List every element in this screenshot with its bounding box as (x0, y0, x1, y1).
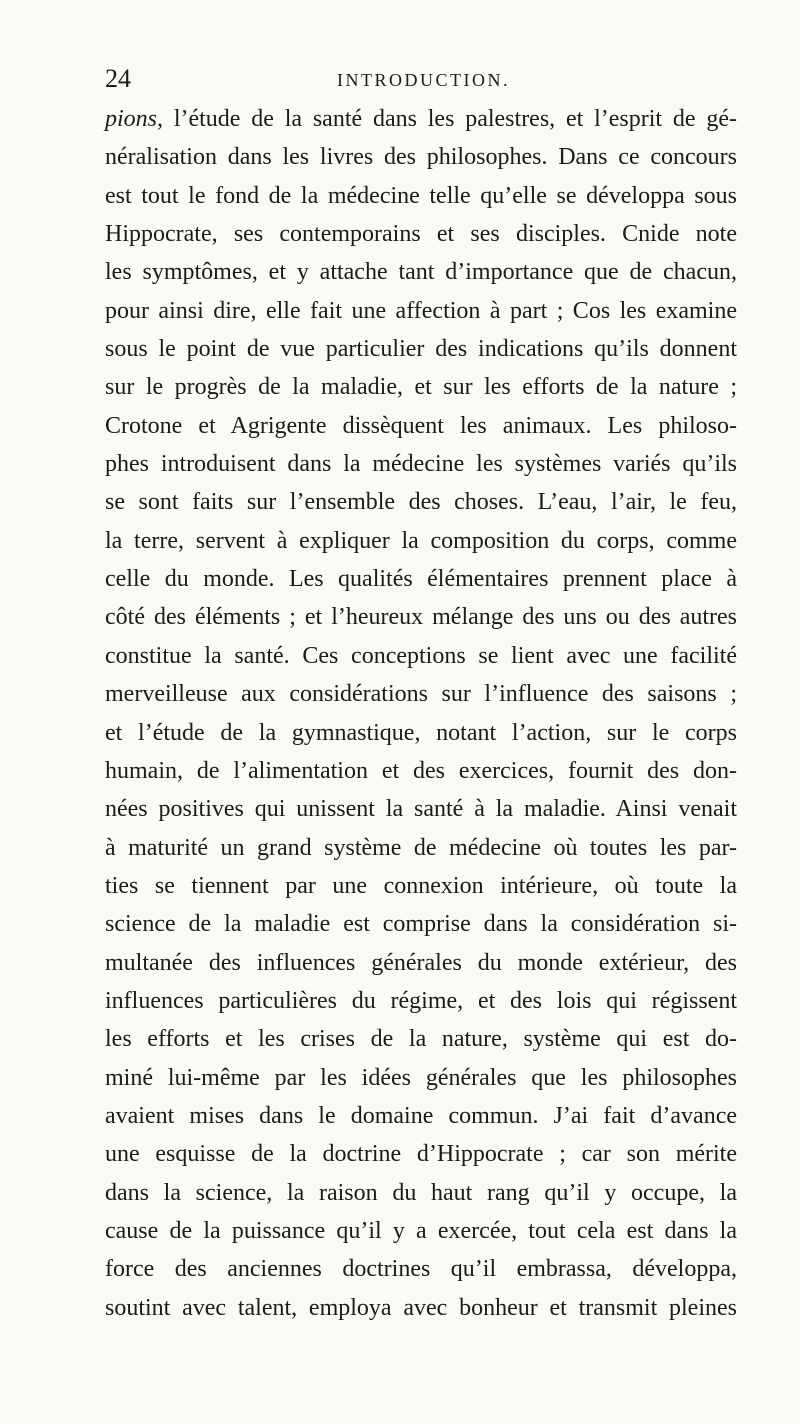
body-text (105, 100, 737, 1327)
text-line: merveilleuse aux considérations sur l’influence des saisons ; (105, 681, 737, 708)
text-line: soutint avec talent, employa avec bonheur et transmit pleines (105, 1294, 737, 1321)
text-line: côté des éléments ; et l’heureux mélange des uns ou des autres (105, 604, 737, 631)
italic-word: pions (105, 106, 158, 132)
text-line: celle du monde. Les qualités élémentaires prennent place à (105, 566, 737, 593)
running-title: INTRODUCTION. (337, 70, 510, 90)
text-line (105, 100, 737, 138)
text-line: cause de la puissance qu’il y a exercée, tout cela est dans la (105, 1217, 737, 1244)
text-line: avaient mises dans le domaine commun. J’ai fait d’avance (105, 1102, 737, 1129)
page-number: 24 (105, 64, 131, 93)
text-line: Crotone et Agrigente dissèquent les animaux. Les philoso- (105, 412, 737, 439)
text-line: est tout le fond de la médecine telle qu’elle se développa sous (105, 182, 737, 209)
text-line: les efforts et les crises de la nature, système qui est do- (105, 1026, 737, 1053)
text-line: Hippocrate, ses contemporains et ses disciples. Cnide note (105, 221, 737, 248)
text-line: constitue la santé. Ces conceptions se lient avec une facilité (105, 642, 737, 669)
running-head (105, 66, 730, 92)
text-line: néralisation dans les livres des philosophes. Dans ce concours (105, 144, 737, 171)
text-line: force des anciennes doctrines qu’il embrassa, développa, (105, 1256, 737, 1283)
text-line-rest: , l’étude de la santé dans les palestres, et l’esprit de gé- (157, 106, 737, 132)
text-line: humain, de l’alimentation et des exercices, fournit des don- (105, 757, 737, 784)
text-line: à maturité un grand système de médecine où toutes les par- (105, 834, 737, 861)
text-line: science de la maladie est comprise dans la considération si- (105, 911, 737, 938)
text-line: nées positives qui unissent la santé à la maladie. Ainsi venait (105, 796, 737, 823)
text-line: sur le progrès de la maladie, et sur les efforts de la nature ; (105, 374, 737, 401)
text-line: les symptômes, et y attache tant d’importance que de chacun, (105, 259, 737, 286)
text-line: influences particulières du régime, et des lois qui régissent (105, 987, 737, 1014)
text-line: multanée des influences générales du monde extérieur, des (105, 949, 737, 976)
text-line: une esquisse de la doctrine d’Hippocrate ; car son mérite (105, 1141, 737, 1168)
text-line: et l’étude de la gymnastique, notant l’action, sur le corps (105, 719, 737, 746)
text-line: ties se tiennent par une connexion intérieure, où toute la (105, 872, 737, 899)
text-line: la terre, servent à expliquer la composition du corps, comme (105, 527, 737, 554)
text-line: sous le point de vue particulier des indications qu’ils donnent (105, 336, 737, 363)
text-line: se sont faits sur l’ensemble des choses. L’eau, l’air, le feu, (105, 489, 737, 516)
text-line: miné lui-même par les idées générales que les philosophes (105, 1064, 737, 1091)
text-line: dans la science, la raison du haut rang qu’il y occupe, la (105, 1179, 737, 1206)
text-line: phes introduisent dans la médecine les systèmes variés qu’ils (105, 451, 737, 478)
text-line: pour ainsi dire, elle fait une affection à part ; Cos les examine (105, 297, 737, 324)
